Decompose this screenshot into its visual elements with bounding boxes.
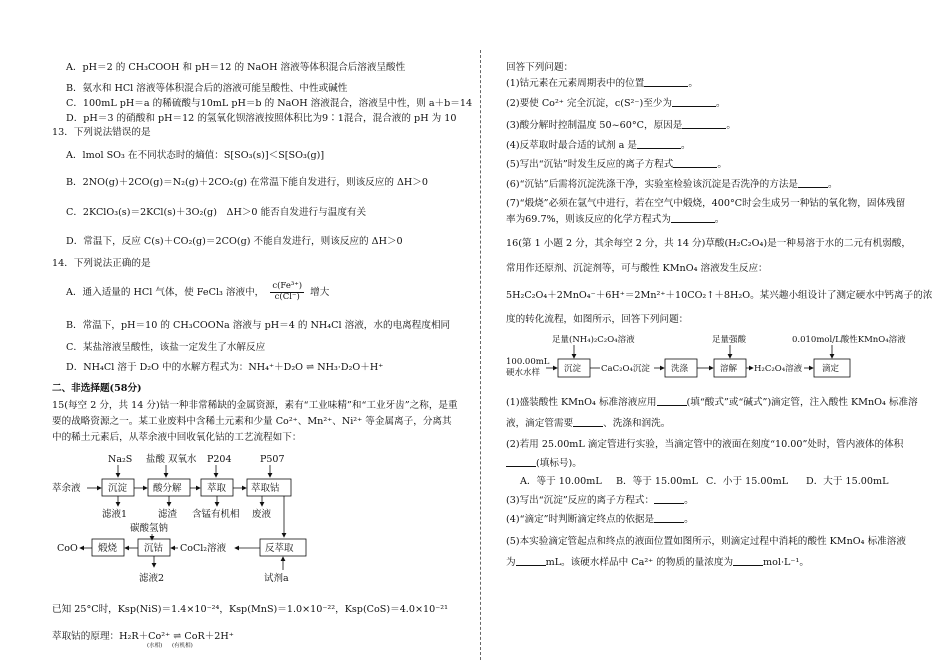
q14-option-c: C．某盐溶液呈酸性，该盐一定发生了水解反应 xyxy=(66,342,266,353)
box-precipitate-cobalt: 沉钴 xyxy=(144,543,164,554)
reagent-kmno4: 0.010mol/L酸性KMnO₄溶液 xyxy=(792,335,906,345)
cobalt-process-flow xyxy=(52,450,452,590)
q16-part-5-text-d: mol·L⁻¹。 xyxy=(763,557,809,568)
q14-stem: 14．下列说法正确的是 xyxy=(52,258,151,269)
q15-part-3: (3)酸分解时控制温度 50~60°C，原因是 。 xyxy=(506,120,736,131)
q16-part-1-text-a: (1)盛装酸性 KMnO₄ 标准溶液应用 xyxy=(506,397,657,408)
q16-intro-line-4: 度的转化流程，如图所示，回答下列问题： xyxy=(506,314,689,325)
q16-part-2-option-c: C．小于 15.00mL xyxy=(706,476,789,487)
column-divider xyxy=(480,50,481,660)
q16-part-4: (4)“滴定”时判断滴定终点的依据是 。 xyxy=(506,514,694,525)
blank xyxy=(682,120,726,129)
blank xyxy=(798,179,828,188)
blank xyxy=(573,418,603,427)
box-calcine: 煅烧 xyxy=(98,543,118,554)
reagent-strong-acid: 足量强酸 xyxy=(712,335,747,345)
q12-option-a: A．pH＝2 的 CH₃COOH 和 pH＝12 的 NaOH 溶液等体积混合后溶液呈酸性 xyxy=(66,62,406,73)
q15-part-5: (5)写出“沉钴”时发生反应的离子方程式 。 xyxy=(506,159,727,170)
sample-volume: 100.00mL xyxy=(506,357,550,367)
cocl2-solution: CoCl₂溶液 xyxy=(180,543,227,554)
q16-part-1-text-b: (填“酸式”或“碱式”)滴定管，注入酸性 KMnO₄ 标准溶 xyxy=(686,397,918,408)
q15-intro-line-2: 要的战略资源之一。某工业废料中含稀土元素和少量 Co²⁺、Mn²⁺、Ni²⁺ 等金属离子，分离其 xyxy=(52,416,452,427)
blank xyxy=(673,159,717,168)
cac2o4-precipitate: CaC₂O₄沉淀 xyxy=(601,364,650,374)
q16-part-1-text-d: 、洗涤和润洗。 xyxy=(603,418,671,429)
q16-part-3: (3)写出“沉淀”反应的离子方程式： 。 xyxy=(506,495,694,506)
blank xyxy=(516,557,546,566)
reagent-hcl-h2o2: 盐酸 双氧水 xyxy=(146,454,197,465)
blank xyxy=(644,78,688,87)
reagent-nahco3: 碳酸氢钠 xyxy=(130,523,169,534)
extraction-principle: 萃取钴的原理：H₂R＋Co²⁺ ⇌ CoR＋2H⁺ xyxy=(52,631,234,642)
sample-hard-water: 硬水水样 xyxy=(506,368,541,378)
answer-lead: 回答下列问题： xyxy=(506,62,574,73)
feed-raffinate: 萃余液 xyxy=(52,483,81,494)
reagent-ammonium-oxalate: 足量(NH₄)₂C₂O₄溶液 xyxy=(552,335,635,345)
principle-organic-label: (有机相) xyxy=(172,643,193,649)
section-2-heading: 二、非选择题(58分) xyxy=(52,383,142,394)
calcium-titration-flow xyxy=(506,330,911,385)
reagent-na2s: Na₂S xyxy=(108,454,133,465)
q15-intro-line-1: 15(每空 2 分，共 14 分)钴一种非常稀缺的金属资源，素有“工业味精”和“工业牙齿”之称，是重 xyxy=(52,400,458,411)
q14-fraction-numerator: c(Fe³⁺) xyxy=(272,281,303,291)
q15-part-1: (1)钴元素在元素周期表中的位置 。 xyxy=(506,78,698,89)
q15-part-7-line-1: (7)“煅烧”必须在氩气中进行，若在空气中煅烧，400°C时会生成另一种钴的氧化物，固体残留 xyxy=(506,198,906,209)
product-coo: CoO xyxy=(57,543,78,554)
q16-part-2-line-1: (2)若用 25.00mL 滴定管进行实验，当滴定管中的液面在刻度“10.00”处时，管内液体的体积 xyxy=(506,439,904,450)
blank xyxy=(506,458,536,467)
q15-part-6-text: (6)“沉钴”后需将沉淀洗涤干净，实验室检验该沉淀是否洗净的方法是 xyxy=(506,179,799,190)
q16-part-5-line-1: (5)本实验滴定管起点和终点的液面位置如图所示，则滴定过程中消耗的酸性 KMnO₄ 标准溶液 xyxy=(506,536,906,547)
waste-mn-organic: 含锰有机相 xyxy=(192,509,240,520)
left-column xyxy=(52,0,473,671)
waste-filtrate-2: 滤液2 xyxy=(139,573,165,584)
q16-part-5-text-b: 为 xyxy=(506,557,516,568)
box-precipitate: 沉淀 xyxy=(108,483,128,494)
right-column xyxy=(506,0,933,671)
q16-part-1-line-2 xyxy=(506,418,670,430)
q16-part-2-option-b: B．等于 15.00mL xyxy=(616,476,698,487)
q13-option-b: B．2NO(g)＋2CO(g)＝N₂(g)＋2CO₂(g) 在常温下能自发进行，则该反应的 ΔH＞0 xyxy=(66,177,428,188)
q13-option-d: D．常温下，反应 C(s)＋CO₂(g)＝2CO(g) 不能自发进行，则该反应的 ΔH＞0 xyxy=(66,236,403,247)
q16-part-1-line-1 xyxy=(506,397,918,409)
blank xyxy=(733,557,763,566)
waste-liquid: 废液 xyxy=(252,509,272,520)
q16-part-1-text-c: 液，滴定管需要 xyxy=(506,418,574,429)
blank xyxy=(671,214,715,223)
q15-part-6: (6)“沉钴”后需将沉淀洗涤干净，实验室检验该沉淀是否洗净的方法是 。 xyxy=(506,179,838,190)
blank xyxy=(654,495,684,504)
q15-part-2-text: (2)要使 Co²⁺ 完全沉淀，c(S²⁻)至少为 xyxy=(506,98,672,109)
box-back-extract: 反萃取 xyxy=(265,543,294,554)
waste-residue: 滤渣 xyxy=(158,509,178,520)
q15-part-3-text: (3)酸分解时控制温度 50~60°C，原因是 xyxy=(506,120,683,131)
q16-part-5-text-c: mL。该硬水样品中 Ca²⁺ 的物质的量浓度为 xyxy=(545,557,734,568)
box-titrate: 滴定 xyxy=(822,364,840,374)
q15-part-2: (2)要使 Co²⁺ 完全沉淀，c(S²⁻)至少为 。 xyxy=(506,98,726,109)
q15-part-7-line-2: 率为69.7%，则该反应的化学方程式为 。 xyxy=(506,214,725,225)
q13-stem: 13．下列说法错误的是 xyxy=(52,127,151,138)
waste-filtrate-1: 滤液1 xyxy=(102,509,128,520)
principle-aqueous-label: (水相) xyxy=(147,643,163,649)
q15-part-5-text: (5)写出“沉钴”时发生反应的离子方程式 xyxy=(506,159,674,170)
q16-part-3-text: (3)写出“沉淀”反应的离子方程式： xyxy=(506,495,655,506)
q14-fraction xyxy=(270,282,304,303)
h2c2o4-solution: H₂C₂O₄溶液 xyxy=(754,364,803,374)
box-wash: 洗涤 xyxy=(671,364,689,374)
q14-fraction-denominator: c(Cl⁻) xyxy=(274,291,300,302)
blank xyxy=(657,397,687,406)
box-extract: 萃取 xyxy=(207,483,227,494)
blank xyxy=(637,140,681,149)
q15-part-4: (4)反萃取时最合适的试剂 a 是 。 xyxy=(506,140,691,151)
q16-part-4-text: (4)“滴定”时判断滴定终点的依据是 xyxy=(506,514,655,525)
q16-part-2-option-d: D．大于 15.00mL xyxy=(806,476,889,487)
q15-intro-line-3: 中的稀土元素后，从萃余液中回收氧化钴的工艺流程如下： xyxy=(52,432,302,443)
blank xyxy=(654,514,684,523)
q14-option-b: B．常温下，pH＝10 的 CH₃COONa 溶液与 pH＝4 的 NH₄Cl 溶液，水的电离程度相同 xyxy=(66,320,451,331)
ksp-values: 已知 25°C时，Ksp(NiS)＝1.4×10⁻²⁴，Ksp(MnS)＝1.0×10⁻²²，Ksp(CoS)＝4.0×10⁻²¹ xyxy=(52,604,448,615)
q16-part-2-line-2 xyxy=(506,458,582,470)
reagent-p507: P507 xyxy=(260,454,285,465)
q16-intro-line-3: 5H₂C₂O₄＋2MnO₄⁻＋6H⁺＝2Mn²⁺＋10CO₂↑＋8H₂O。某兴趣小组设计了测定硬水中钙离子的浓 xyxy=(506,290,933,301)
q13-option-a: A．lmol SO₃ 在不同状态时的熵值：S[SO₃(s)]＜S[SO₃(g)] xyxy=(66,150,325,161)
q12-option-d: D．pH＝3 的硝酸和 pH＝12 的氢氧化钡溶液按照体积比为9∶1混合，混合液的 pH 为 10 xyxy=(66,113,457,124)
q15-part-4-text: (4)反萃取时最合适的试剂 a 是 xyxy=(506,140,637,151)
q14-option-a-post: 增大 xyxy=(310,286,330,298)
reagent-a: 试剂a xyxy=(264,573,289,584)
q15-part-7-text: 率为69.7%，则该反应的化学方程式为 xyxy=(506,214,671,225)
q13-option-c: C．2KClO₃(s)＝2KCl(s)＋3O₂(g) ΔH＞0 能否自发进行与温度有关 xyxy=(66,207,367,218)
box-precipitate-2: 沉淀 xyxy=(564,364,582,374)
reagent-p204: P204 xyxy=(207,454,232,465)
q16-part-2-text-b: (填标号)。 xyxy=(536,458,582,469)
q14-option-a xyxy=(66,282,329,303)
box-extract-cobalt: 萃取钴 xyxy=(251,483,280,494)
q14-option-a-pre: A．通入适量的 HCl 气体，使 FeCl₃ 溶液中， xyxy=(66,286,265,298)
q14-option-d: D．NH₄Cl 溶于 D₂O 中的水解方程式为：NH₄⁺＋D₂O ⇌ NH₃·D₂O＋H⁺ xyxy=(66,362,384,373)
q16-intro-line-1: 16(第 1 小题 2 分，其余每空 2 分，共 14 分)草酸(H₂C₂O₄)是一种易溶于水的二元有机弱酸， xyxy=(506,238,912,249)
box-acid-decompose: 酸分解 xyxy=(153,483,182,494)
q12-option-c: C．100mL pH＝a 的稀硫酸与10mL pH＝b 的 NaOH 溶液混合，溶液呈中性，则 a＋b＝14 xyxy=(66,98,473,109)
q16-intro-line-2: 常用作还原剂、沉淀剂等，可与酸性 KMnO₄ 溶液发生反应： xyxy=(506,263,768,274)
q16-part-5-line-2 xyxy=(506,557,809,569)
blank xyxy=(672,98,716,107)
q16-part-2-option-a: A．等于 10.00mL xyxy=(520,476,602,487)
q15-part-1-text: (1)钴元素在元素周期表中的位置 xyxy=(506,78,645,89)
q12-option-b: B．氨水和 HCl 溶液等体积混合后的溶液可能呈酸性、中性或碱性 xyxy=(66,83,348,94)
box-dissolve: 溶解 xyxy=(720,364,738,374)
